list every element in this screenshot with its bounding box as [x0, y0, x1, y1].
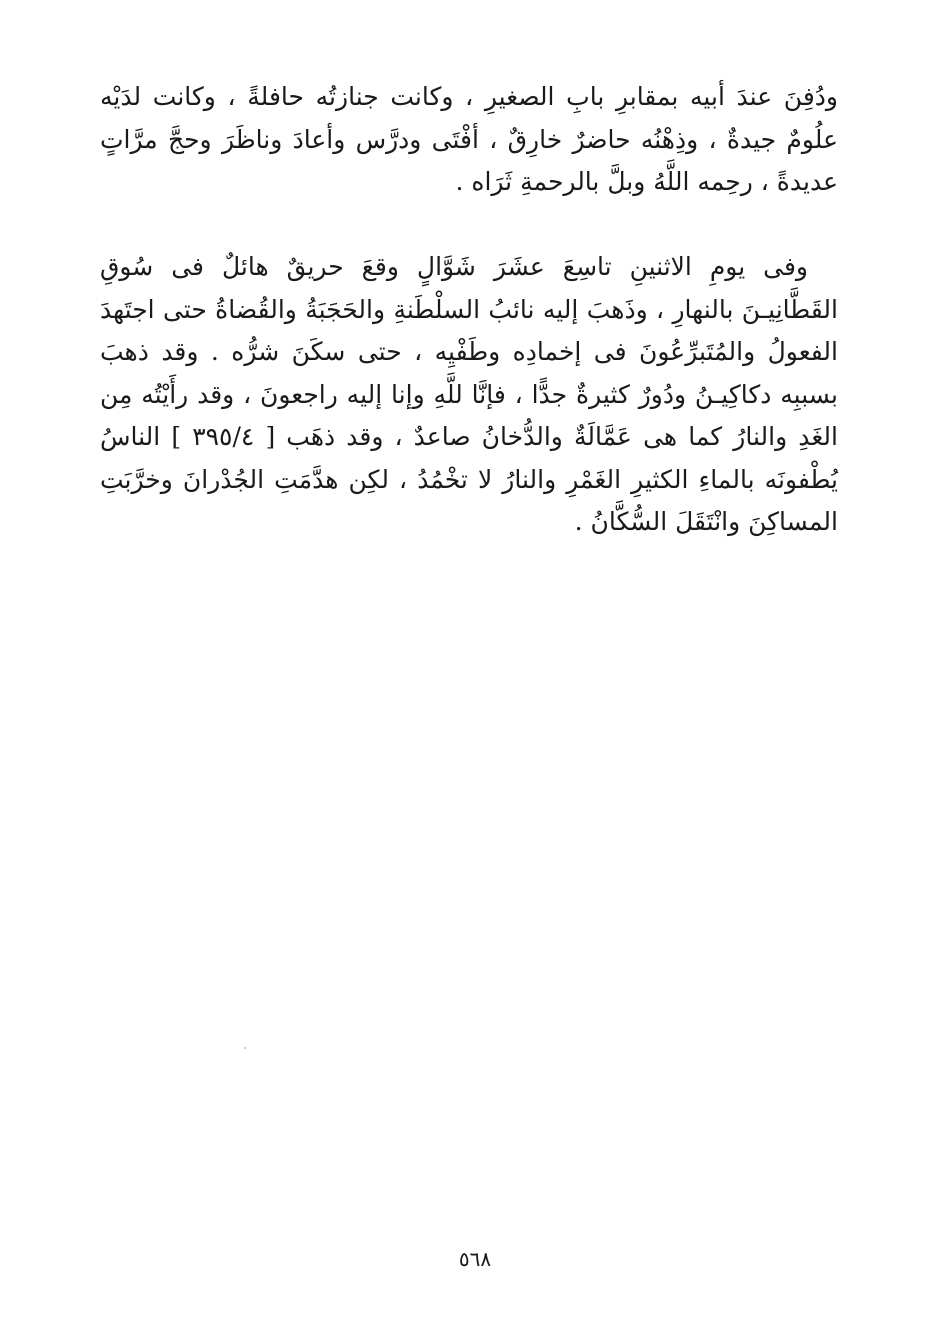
paragraph-text: وفى يومِ الاثنينِ تاسِعَ عشَرَ شَوَّالٍ وقعَ حريقٌ هائلٌ فى سُوقِ القَطَّانِيـنَ بالنهارِ ، وذَهبَ إليه نائبُ السلْطَنةِ والحَجَبَةُ والقُضاةُ حتى اجتَهدَ الفعولُ والمُتَبرِّعُونَ فى إخمادِه وطَفْيِه ، حتى سكَنَ شرُّه . وقد ذهبَ بسببِه دكاكِيـنُ ودُورٌ كثيرةٌ جدًّا ، فإنَّا للَّهِ وإنا إليه راجعونَ ، وقد رأَيْتُه مِن الغَدِ والنارُ كما هى عَمَّالَةٌ والدُّخانُ صاعدٌ ، وقد ذهَب [ ٣٩٥/٤ ] الناسُ يُطْفونَه بالماءِ الكثيرِ الغَمْرِ والنارُ لا تخْمُدُ ، لكِن هدَّمَتِ الجُدْرانَ وخرَّبَتِ المساكِنَ وانْتَقَلَ السُّكَّانُ .	[100, 252, 838, 536]
scan-speck	[244, 1047, 246, 1049]
paragraph-burial	[100, 76, 838, 204]
paragraph-text: ودُفِنَ عندَ أبيه بمقابرِ بابِ الصغيرِ ، وكانت جنازتُه حافلةً ، وكانت لدَيْه علُومٌ جيدةٌ ، وذِهْنُه حاضرٌ خارِقٌ ، أفْتَى ودرَّس وأعادَ وناظَرَ وحجَّ مرَّاتٍ عديدةً ، رحِمه اللَّهُ وبلَّ بالرحمةِ ثَرَاه .	[100, 82, 838, 196]
paragraph-fire	[100, 246, 838, 544]
page-number: ٥٦٨	[458, 1247, 492, 1271]
